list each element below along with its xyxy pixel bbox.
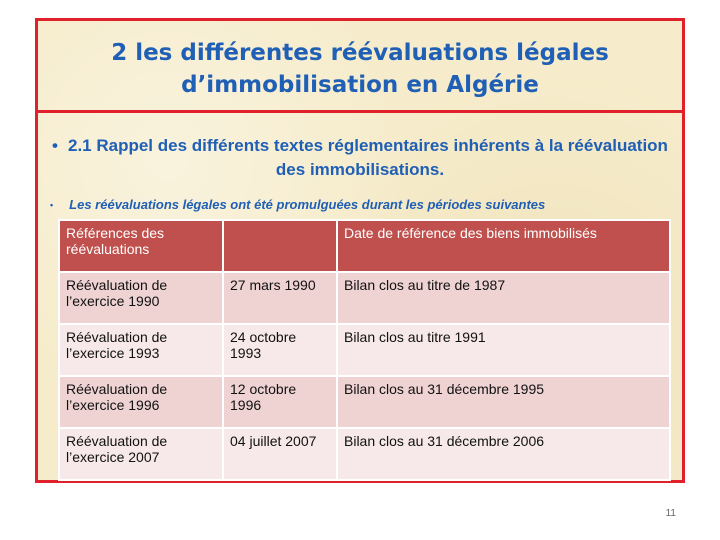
table-row [59,428,670,480]
header-reference-date: Date de référence des biens immobilisés [337,220,670,272]
table-row [59,272,670,324]
bullet-dot-icon: • [50,200,54,210]
table-row [59,376,670,428]
main-bullet [44,134,676,182]
cell-date: 04 juillet 2007 [223,428,337,480]
cell-reference: Réévaluation de l’exercice 1993 [59,324,223,376]
bullet-dot-icon: • [52,136,58,155]
cell-reference-date: Bilan clos au 31 décembre 1995 [337,376,670,428]
cell-reference: Réévaluation de l’exercice 2007 [59,428,223,480]
cell-reference-date: Bilan clos au titre de 1987 [337,272,670,324]
cell-date: 27 mars 1990 [223,272,337,324]
title-box [38,21,682,113]
cell-date: 24 octobre 1993 [223,324,337,376]
main-bullet-text: 2.1 Rappel des différents textes réglementaires inhérents à la réévaluation des immobilisations. [67,136,668,179]
slide-title: 2 les différentes réévaluations légales d’immobilisation en Algérie [111,40,609,98]
sub-bullet-text: Les réévaluations légales ont été promulguées durant les périodes suivantes [69,197,546,212]
cell-date: 12 octobre 1996 [223,376,337,428]
cell-reference: Réévaluation de l’exercice 1990 [59,272,223,324]
header-date-promulgation [223,220,337,272]
page-number: 11 [665,508,676,519]
slide-frame [35,18,685,483]
cell-reference-date: Bilan clos au 31 décembre 2006 [337,428,670,480]
table-header-row [59,220,670,272]
table-row [59,324,670,376]
revaluation-table [58,219,671,481]
cell-reference-date: Bilan clos au titre 1991 [337,324,670,376]
header-references: Références des réévaluations [59,220,223,272]
cell-reference: Réévaluation de l’exercice 1996 [59,376,223,428]
sub-bullet [50,197,670,212]
